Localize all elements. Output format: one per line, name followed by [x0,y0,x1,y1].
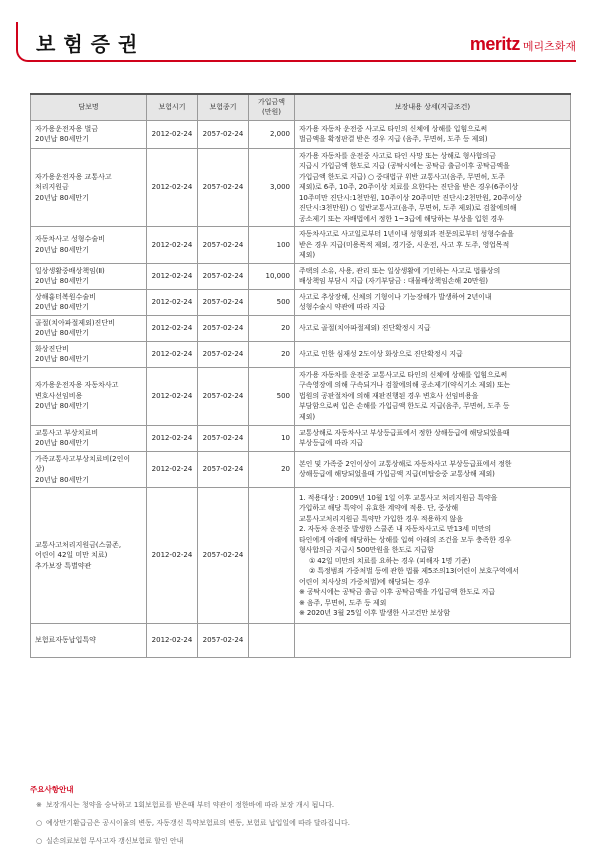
cell-start-date: 2012-02-24 [147,367,198,425]
cell-start-date: 2012-02-24 [147,227,198,264]
cell-amount [249,624,295,658]
coverage-name-line: 골절(치아파절제외)진단비 [35,318,115,327]
table-row [31,289,571,315]
header-start-date: 보험시기 [147,94,198,120]
details-line: ※ 음주, 무면허, 도주 등 제외 [299,598,387,607]
cell-end-date: 2057-02-24 [198,451,249,488]
cell-coverage-name [31,120,147,148]
details-line: ※ 2020년 3월 25일 이후 발생한 사고건만 보상함 [299,609,451,617]
cell-amount: 500 [249,289,295,315]
coverage-term: 20년납 80세만기 [35,329,89,337]
coverage-name-line: 상) [35,465,45,473]
cell-end-date: 2057-02-24 [198,624,249,658]
page-title: 보험증권 [36,32,146,56]
details-line: 진단시:3천만원) ○ 일반교통사고(음주, 무면허, 도주 제외)로 검찰에의해 [299,204,517,212]
cell-details [295,425,571,451]
coverage-table-body [31,120,571,658]
cell-end-date: 2057-02-24 [198,227,249,264]
details-line: 사고로 골절(치아파절제외) 진단확정시 지급 [299,323,431,332]
cell-start-date: 2012-02-24 [147,263,198,289]
cell-start-date: 2012-02-24 [147,451,198,488]
table-row [31,227,571,264]
cell-end-date: 2057-02-24 [198,367,249,425]
cell-start-date: 2012-02-24 [147,624,198,658]
details-line: 교통사고처리지원금 특약만 가입한 경우 적용하지 않음 [299,514,463,523]
cell-amount: 20 [249,315,295,341]
details-line: 제외) [299,412,315,421]
page-header [0,0,600,70]
details-line: 지급시 가입금액 한도로 지급 (공탁시에는 공탁금 출금이후 공탁금액을 [299,162,510,170]
cell-amount: 10,000 [249,263,295,289]
logo-wordmark: meritz [469,34,520,54]
notice-text: 실손의료보험 무사고자 갱신보험료 할인 안내 [46,837,184,845]
details-line: 자가용 자동차 운전중 사고로 타인의 신체에 상해를 입힘으로써 [299,124,488,133]
coverage-name-line: 처리지원금 [35,183,69,191]
coverage-term: 20년납 80세만기 [35,402,89,411]
header-coverage-name: 담보명 [31,94,147,120]
details-line: 배상책임 부담시 지급 (자기부담금 : 대물배상책임손해 20만원) [299,277,488,285]
details-line: 자가용 자동차를 운전중 사고로 타인 사망 또는 상해로 형사합의금 [299,151,496,160]
cell-coverage-name [31,341,147,367]
coverage-name-line: 화상진단비 [35,344,69,353]
cell-end-date: 2057-02-24 [198,341,249,367]
details-line: 부담함으로써 입은 손해를 가입금액 한도로 지급(음주, 무면허, 도주 등 [299,402,510,411]
cell-amount: 20 [249,451,295,488]
coverage-name-line: 어린이 42일 미만 치료) [35,551,108,560]
cell-details [295,488,571,624]
coverage-term: 20년납 80세만기 [35,303,89,311]
coverage-term: 20년납 80세만기 [35,277,89,285]
details-line: 형사합의금 지급시 500만원을 한도로 지급함 [299,546,434,554]
cell-details [295,367,571,425]
logo-korean-name: 메리츠화재 [522,40,576,53]
cell-amount: 2,000 [249,120,295,148]
details-line: ※ 공탁시에는 공탁금 출금 이후 공탁금액을 가입금액 한도로 지급 [299,588,495,596]
coverage-name-line: 교통사고처리지원금(스쿨존, [35,540,122,549]
coverage-name-line: 자동차사고 성형수술비 [35,235,105,244]
details-line: 법원의 공판절차에 의해 재판진행된 경우 변호사 선임비용을 [299,391,479,400]
details-line: 타인에게 아래에 해당하는 상해를 입혀 아래의 조건을 모두 충족한 경우 [299,535,512,544]
cell-details [295,341,571,367]
cell-start-date: 2012-02-24 [147,425,198,451]
cell-amount: 100 [249,227,295,264]
coverage-term: 20년납 80세만기 [35,475,89,484]
cell-details [295,120,571,148]
details-line: ① 42일 미만의 치료를 요하는 경우 (피해자 1명 기준) [309,556,471,565]
cell-coverage-name [31,315,147,341]
details-line: 부상등급에 따라 지급 [299,439,364,447]
cell-details [295,148,571,227]
cell-details [295,263,571,289]
details-line: 구속영장에 의해 구속되거나 검찰에의해 공소제기(약식기소 제외) 또는 [299,381,511,390]
table-row [31,425,571,451]
cell-amount [249,488,295,624]
details-line: 제외)로 6주, 10주, 20주이상 치료를 요한다는 진단을 받은 경우(6주이상 [299,183,519,191]
coverage-term: 추가보장 특별약관 [35,561,92,570]
table-row [31,624,571,658]
cell-end-date: 2057-02-24 [198,425,249,451]
details-line: 자동차사고로 사고일로부터 1년이내 성형외과 전문의로부터 성형수술을 [299,230,514,238]
details-line: 상해등급에 해당되었을때 가입금액 지급(비탑승중 교통상해 제외) [299,470,495,479]
notice-mark: ○ [36,837,43,845]
details-line: 어린이 치사상의 가중처벌)에 해당되는 경우 [299,577,431,586]
cell-start-date: 2012-02-24 [147,341,198,367]
coverage-name-line: 교통사고 부상치료비 [35,428,99,437]
coverage-name-line: 가족교통사고부상치료비(2인이 [35,454,131,463]
cell-details [295,227,571,264]
cell-start-date: 2012-02-24 [147,289,198,315]
coverage-name-line: 상해흉터복원수술비 [35,292,96,301]
coverage-term: 20년납 80세만기 [35,439,89,447]
notice-item [36,836,570,850]
details-line: 제외) [299,251,315,259]
header-amount [249,94,295,120]
details-line: 2. 자동차 운전중 발생한 스쿨존 내 자동차사고로 만13세 미만의 [299,525,492,533]
details-line: ② 특정범죄 가중처벌 등에 관한 법률 제5조의13(어린이 보호구역에서 [309,567,519,575]
details-line: 사고로 인한 심재성 2도이상 화상으로 진단확정시 지급 [299,349,463,358]
header-amount-line1: 가입금액 [257,97,286,106]
details-line: 공소제기 또는 자배법에서 정한 1~3급에 해당하는 부상을 입힌 경우 [299,214,504,223]
coverage-term: 20년납 80세만기 [35,135,89,143]
notice-title: 주요사항안내 [30,785,74,794]
notice-text: 보장개시는 청약을 승낙하고 1회보험료를 받은때 부터 약관이 정한바에 따라 보장 개시 됩니다. [46,801,335,809]
cell-coverage-name [31,624,147,658]
header-amount-line2: (만원) [262,108,281,117]
cell-start-date: 2012-02-24 [147,120,198,148]
details-line: 받은 경우 지급(미용목적 제외, 경기중, 시운전, 사고 후 도주, 영업목적 [299,240,510,249]
details-line: 교통상해로 자동차사고 부상등급표에서 정한 상해등급에 해당되었을때 [299,428,510,437]
header-details: 보장내용 상세(지급조건) [295,94,571,120]
details-line: 가입금액 한도로 지급) ○ 중대법규 위반 교통사고(음주, 무면허, 도주 [299,172,505,181]
cell-amount: 10 [249,425,295,451]
cell-end-date: 2057-02-24 [198,120,249,148]
notice-text: 예상만기환급금은 공시이율의 변동, 자동갱신 특약보험료의 변동, 보험료 납입일에 따라 달라집니다. [46,819,350,827]
cell-amount: 500 [249,367,295,425]
cell-details [295,451,571,488]
table-row [31,367,571,425]
cell-coverage-name [31,451,147,488]
coverage-name-line: 보험료자동납입특약 [35,636,96,645]
details-line: 10주미만 진단시:1천만원, 10주이상 20주미만 진단시:2천만원, 20주이상 [299,193,522,202]
cell-details [295,315,571,341]
cell-coverage-name [31,289,147,315]
notice-item [36,818,570,836]
table-row [31,488,571,624]
coverage-term: 20년납 80세만기 [35,245,89,254]
coverage-name-line: 자가용운전자용 자동차사고 [35,381,119,390]
coverage-name-line: 자가용운전자용 교통사고 [35,172,112,181]
meritz-logo [470,34,576,55]
notice-item [36,800,570,818]
coverage-name-line: 일상생활중배상책임(Ⅱ) [35,266,105,275]
cell-start-date: 2012-02-24 [147,315,198,341]
cell-details [295,289,571,315]
cell-coverage-name [31,425,147,451]
table-header-row [31,94,571,120]
details-line: 가입하고 해당 특약이 유효한 계약에 적용. 단, 중상해 [299,504,459,512]
cell-amount: 20 [249,341,295,367]
details-line: 벌금액을 확정판결 받은 경우 지급 (음주, 무면허, 도주 등 제외) [299,135,488,143]
coverage-table [30,93,571,658]
coverage-name-line: 자가용운전자용 벌금 [35,124,99,133]
notice-mark: ○ [36,819,43,827]
coverage-term: 20년납 80세만기 [35,355,89,363]
cell-start-date: 2012-02-24 [147,488,198,624]
cell-end-date: 2057-02-24 [198,263,249,289]
cell-start-date: 2012-02-24 [147,148,198,227]
details-line: 자가용 자동차를 운전중 교통사고로 타인의 신체에 상해를 입힘으로써 [299,370,508,379]
cell-end-date: 2057-02-24 [198,148,249,227]
cell-amount: 3,000 [249,148,295,227]
notice-mark: ※ [36,801,42,809]
details-line: 성형수술시 약관에 따라 지급 [299,303,386,311]
cell-coverage-name [31,148,147,227]
table-row [31,451,571,488]
details-line: 본인 및 가족중 2인이상이 교통상해로 자동차사고 부상등급표에서 정한 [299,459,512,468]
cell-end-date: 2057-02-24 [198,289,249,315]
cell-coverage-name [31,227,147,264]
cell-end-date: 2057-02-24 [198,315,249,341]
cell-details [295,624,571,658]
cell-coverage-name [31,488,147,624]
table-row [31,341,571,367]
cell-coverage-name [31,367,147,425]
details-line: 주택의 소유, 사용, 관리 또는 일상생활에 기인하는 사고로 법률상의 [299,266,501,275]
details-line: 1. 적용대상 : 2009년 10월 1일 이후 교통사고 처리지원금 특약을 [299,493,498,502]
cell-coverage-name [31,263,147,289]
details-line: 사고로 추상장해, 신체의 기형이나 기능장해가 발생하여 2년이내 [299,292,492,301]
table-row [31,120,571,148]
cell-end-date: 2057-02-24 [198,488,249,624]
coverage-name-line: 변호사선임비용 [35,391,83,400]
header-end-date: 보험종기 [198,94,249,120]
notice-section [30,784,570,850]
table-row [31,315,571,341]
table-row [31,148,571,227]
table-row [31,263,571,289]
coverage-term: 20년납 80세만기 [35,193,89,202]
